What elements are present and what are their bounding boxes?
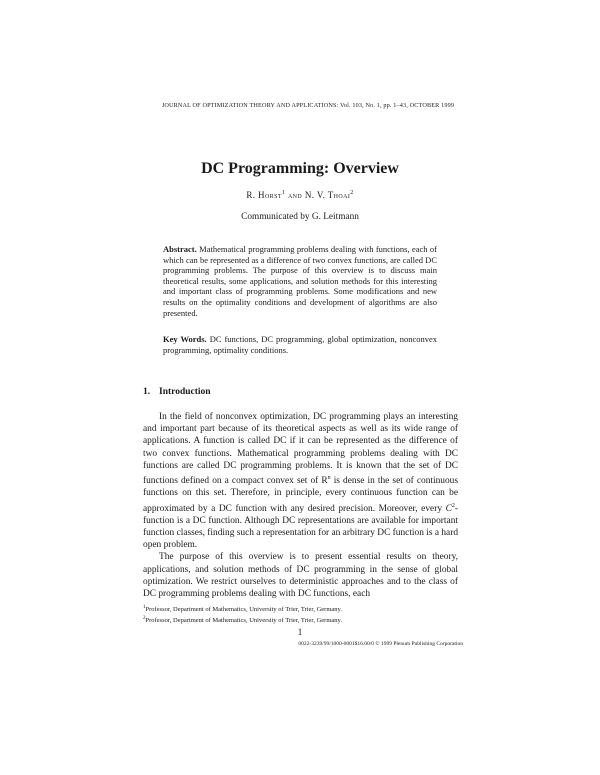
footnote-1 — [143, 603, 463, 614]
author-second: N. V. Thoai — [304, 190, 351, 200]
author-first-footnote-mark: 1 — [281, 190, 286, 196]
footnote-1-text: Professor, Department of Mathematics, University of Trier, Trier, Germany. — [145, 606, 342, 614]
section-number: 1. — [143, 387, 151, 397]
footnote-2-text: Professor, Department of Mathematics, University of Trier, Trier, Germany. — [145, 617, 342, 625]
body-text — [143, 411, 458, 600]
math-c: C — [445, 503, 452, 514]
author-first: R. Horst — [246, 190, 282, 200]
section-heading — [143, 387, 211, 397]
section-title: Introduction — [159, 387, 211, 397]
author-second-footnote-mark: 2 — [350, 190, 354, 196]
paragraph-2: The purpose of this overview is to present essential results on theory, applications, and solution methods of DC programming in the sense of global optimization. We restrict ourselves to deterministic approaches and to the class of DC programming problems dealing with DC functions, each — [143, 552, 458, 600]
abstract — [163, 244, 437, 318]
footnotes — [143, 603, 463, 625]
copyright-line: 0022-3239/99/1000-0001$16.00/0 © 1999 Plenum Publishing Corporation — [298, 641, 463, 647]
paragraph-1-part-c: -function is a DC function. Although DC representations are available for important function classes, finding such a representation for an arbitrary DC function is a hard open problem. — [143, 503, 459, 551]
author-line — [0, 190, 600, 200]
keywords-text: DC functions, DC programming, global optimization, nonconvex programming, optimality conditions. — [163, 334, 438, 355]
paragraph-1 — [143, 411, 458, 551]
abstract-label: Abstract. — [163, 244, 197, 254]
author-connector: and — [287, 190, 303, 200]
running-head: JOURNAL OF OPTIMIZATION THEORY AND APPLICATIONS: Vol. 103, No. 1, pp. 1–43, OCTOBER 1999 — [161, 102, 455, 109]
superscript-n: n — [327, 475, 331, 482]
footnote-2 — [143, 614, 463, 625]
superscript-2: 2 — [451, 502, 455, 509]
paper-title: DC Programming: Overview — [201, 160, 399, 177]
abstract-text: Mathematical programming problems dealing with functions, each of which can be represented as a difference of two convex functions, are called DC programming problems. The purpose of this overview is to discuss main theoretical results, some applications, and solution methods for this interesting and important class of programming problems. Some modifications and new results on the optimality conditions and development of algorithms are also presented. — [163, 244, 438, 318]
footnote-2-mark: 2 — [143, 616, 146, 622]
keywords — [163, 334, 437, 355]
page-number: 1 — [297, 627, 303, 637]
footnote-1-mark: 1 — [143, 605, 146, 610]
paragraph-1-part-b: is dense in the set of continuous functions on this set. Therefore, in principle, every continuous function can be approximated by a DC function with any desired precision. Moreover, every — [143, 476, 458, 514]
paragraph-1-part-a: In the field of nonconvex optimization, DC programming plays an interesting and important part because of its theoretical aspects as well as its wide range of applications. A function is called DC if it can be represented as the difference of two convex functions. Mathematical programming problems dealing with DC functions are called DC programming problems. It is known that the set of DC functions defined on a compact convex set of R — [143, 412, 458, 487]
keywords-label: Key Words. — [163, 334, 207, 344]
communicated-by: Communicated by G. Leitmann — [241, 212, 359, 222]
